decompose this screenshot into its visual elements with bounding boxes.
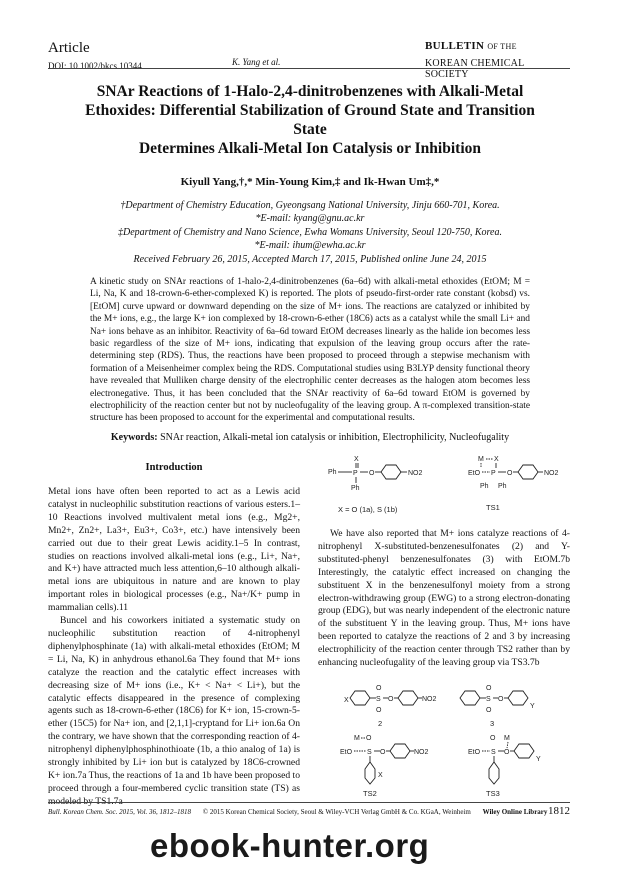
ts3-atom-o-top: O	[490, 735, 496, 742]
c3-atom-y: Y	[530, 703, 535, 710]
label-2: 2	[378, 719, 383, 728]
authors: Kiyull Yang,†,* Min-Young Kim,‡ and Ik-Hwan Um‡,*	[180, 176, 440, 188]
c3-atom-s: S	[486, 696, 491, 703]
title-line3: Determines Alkali-Metal Ion Catalysis or Inhibition	[138, 140, 481, 157]
received-dates: Received February 26, 2015, Accepted March 17, 2015, Published online June 24, 2015	[133, 254, 487, 265]
article-label: Article	[48, 40, 90, 56]
footer-library[interactable]: Wiley Online Library	[482, 808, 548, 816]
label-3: 3	[490, 719, 495, 728]
abstract: A kinetic study on SNAr reactions of 1-halo-2,4-dinitrobenzenes (6a–6d) with alkali-metal ethoxides (EtOM; M = Li, Na, K and 18-crown-6-ether-complexed K) is reported. The plots of pseudo-first-order rate constant (kobsd) vs. [EtOM] curve upward or downward depending on the size of M+ ions. The reactions are catalyzed or inhibited by the M+ ions, e.g., the large K+ ion complexed by 18-crown-6-ether (18C6) acts as a catalyst while the small Li+ and Na+ ions behave as an inhibitor. Reactivity of 6a–6d toward EtOM decreases linearly as the halide ion becomes less basic regardless of the size of M+ ions, indicating that expulsion of the leaving group occurs after the rate-determining step (RDS). Thus, the reactions have been proposed to proceed through a stepwise mechanism with formation of a Meisenheimer complex being the RDS. Computational studies using B3LYP density functional theory have revealed that Mulliken charge density of the electrophilic center decreases as the halogen atom becomes less electronegative. Thus, it has been concluded that the SNAr reactivity of 6a–6d toward EtOM is governed by electrophilicity of the reaction center but not by nucleofugality of the leaving group. A π-complexed transition-state structure has been proposed to account for the experimental and computational results.	[90, 277, 530, 424]
c2-atom-o-bot: O	[376, 707, 382, 714]
benzene-ring	[381, 465, 401, 479]
journal-name	[425, 40, 570, 80]
ts3-ring-a	[489, 762, 499, 784]
intro-paragraph-2: Buncel and his coworkers initiated a systematic study on nucleophilic substitution reaction of 4-nitrophenyl diphenylphosphinate (1a) with alkali-metal ethoxides (EtOM; M = Li, Na, K) in anhydrous ethanol.6a They found that M+ ions catalyze the reaction and the catalytic effect increases with decreasing size of M+ ions (i.e., K+ < Na+ < Li+), but the catalytic effects disappeared in the presence of complexing agents such as 18-crown-6-ether (18C6) for K+ ion, 15-crown-5-ether (15C5) for Na+ ion, and [2,1,1]-cryptand for Li+ ion.6a On the contrary, we have shown that the corresponding reaction of 4-nitrophenyl diphenylphosphinothioate (1b, a thio analog of 1a) is strongly inhibited by Li+ ion but is catalyzed by 18C6-crowned K+ ion.7a Thus, the reactions of 1a and 1b have been proposed to proceed through a four-membered cyclic transition state (TS) as modeled by TS1.7a	[48, 615, 300, 807]
doi[interactable]: DOI: 10.1002/bkcs.10344	[48, 61, 142, 71]
c2-atom-no2: NO2	[422, 696, 437, 703]
ts2-atom-x: X	[378, 772, 383, 779]
ts3-atom-eto: EtO	[468, 749, 481, 756]
email-1[interactable]: *E-mail: kyang@gnu.ac.kr	[255, 213, 365, 224]
c2-ring-b	[398, 691, 418, 705]
scheme-2-structures	[318, 678, 570, 800]
email-2[interactable]: *E-mail: ihum@ewha.ac.kr	[254, 240, 366, 251]
ts1-atom-ph-b: Ph	[498, 483, 507, 490]
ts2-atom-m: M	[354, 735, 360, 742]
journal-of-the: OF THE	[487, 42, 517, 51]
ts1-atom-o: O	[507, 470, 513, 477]
atom-ph-bottom: Ph	[351, 485, 360, 492]
ts2-atom-o-top: O	[366, 735, 372, 742]
c3-atom-o-bot: O	[486, 707, 492, 714]
page-number: 1812	[548, 805, 570, 817]
ts1-atom-ph-a: Ph	[480, 483, 489, 490]
left-column	[48, 486, 300, 809]
c3-atom-o-top: O	[486, 685, 492, 692]
paper-title	[70, 82, 550, 158]
ts1-atom-m: M	[478, 456, 484, 463]
c2-atom-s: S	[376, 696, 381, 703]
running-author: K. Yang et al.	[232, 57, 281, 67]
c2-atom-o-top: O	[376, 685, 382, 692]
atom-x: X	[354, 456, 359, 463]
journal-line2: KOREAN CHEMICAL SOCIETY	[425, 58, 525, 80]
ts1-atom-eto: EtO	[468, 470, 481, 477]
ts3-atom-o: O	[504, 749, 510, 756]
c3-ring-a	[460, 691, 480, 705]
ts1-atom-no2: NO2	[544, 470, 559, 477]
ts2-atom-eto: EtO	[340, 749, 353, 756]
ts3-atom-y: Y	[536, 756, 541, 763]
keywords-text: SNAr reaction, Alkali-metal ion catalysis or inhibition, Electrophilicity, Nucleofugality	[160, 432, 510, 443]
ts3-atom-m: M	[504, 735, 510, 742]
c2-atom-x: X	[344, 697, 349, 704]
footer-copyright: © 2015 Korean Chemical Society, Seoul & Wiley-VCH Verlag GmbH & Co. KGaA, Weinheim	[202, 808, 471, 816]
atom-no2: NO2	[408, 470, 423, 477]
scheme-1-structures	[318, 452, 570, 522]
affiliation-2: ‡Department of Chemistry and Nano Science, Ewha Womans University, Seoul 120-750, Korea.	[118, 227, 502, 238]
ts1-atom-x: X	[494, 456, 499, 463]
label-ts2: TS2	[363, 789, 377, 798]
ts2-atom-o: O	[380, 749, 386, 756]
right-column	[318, 528, 570, 670]
ts2-ring-b	[390, 744, 410, 758]
keywords	[60, 432, 560, 443]
title-line1: SNAr Reactions of 1-Halo-2,4-dinitrobenzenes with Alkali-Metal	[96, 83, 524, 100]
atom-p: P	[353, 470, 358, 477]
introduction-heading: Introduction	[145, 462, 203, 473]
footer-citation: Bull. Korean Chem. Soc. 2015, Vol. 36, 1812–1818	[48, 808, 192, 816]
affiliation-1: †Department of Chemistry Education, Gyeongsang National University, Jinju 660-701, Korea.	[120, 200, 500, 211]
watermark: ebook-hunter.org	[150, 827, 430, 864]
ts2-atom-no2: NO2	[414, 749, 429, 756]
footer	[48, 808, 570, 816]
header-left	[48, 40, 142, 71]
c2-atom-o: O	[388, 696, 394, 703]
ts2-ring-a	[365, 762, 375, 784]
intro-paragraph-3: We have also reported that M+ ions catalyze reactions of 4-nitrophenyl X-substituted-benzenesulfonates (2) and Y-substituted-phenyl benzenesulfonates (3) with EtOM.7b Interestingly, the catalytic effect increased on changing the substituent X in the benzenesulfonyl moiety from a strong electron-withdrawing group (EWG) to a strong electron-donating group (EDG), but was nearly independent of the electronic nature of the substituent Y in the leaving group. Thus, M+ ions have been reported to catalyze the reactions of 2 and 3 by increasing electrophilicity of the reaction center through TS2 rather than by enhancing nucleofugality of the leaving group via TS3.7b	[318, 528, 571, 669]
footer-rule	[48, 802, 570, 803]
ts1-benzene-ring	[518, 465, 538, 479]
keywords-label: Keywords:	[110, 432, 158, 443]
journal-line1: BULLETIN	[425, 40, 485, 52]
header-rule	[48, 68, 570, 69]
ts1-label: TS1	[486, 503, 500, 512]
c2-ring-a	[350, 691, 370, 705]
intro-paragraph-1: Metal ions have often been reported to act as a Lewis acid catalyst in nucleophilic substitution reactions of various esters.1–10 Reactions involved multivalent metal ions (e.g., Mg2+, Mn2+, Zn2+, La3+, Eu3+, Co3+, etc.) have intensively been carried out due to their great Lewis acidity.1–5 In contrast, studies on reactions involved alkali-metal ions (e.g., Li+, Na+, and K+) have attracted much less attention,6–10 although alkali-metal ions are ubiquitous in nature and are known to play important roles in biological processes (e.g., Na+/K+ pump in mammalian cells).11	[48, 486, 300, 614]
atom-ph-left: Ph	[328, 469, 337, 476]
ts3-ring-b	[514, 744, 534, 758]
scheme-1-caption: X = O (1a), S (1b)	[338, 505, 398, 514]
ts2-atom-s: S	[367, 749, 372, 756]
ts3-atom-s: S	[491, 749, 496, 756]
title-line2: Ethoxides: Differential Stabilization of Ground State and Transition State	[85, 102, 535, 138]
label-ts3: TS3	[486, 789, 500, 798]
c3-atom-o: O	[498, 696, 504, 703]
c3-ring-b	[508, 691, 528, 705]
ts1-atom-p: P	[491, 470, 496, 477]
atom-o: O	[369, 470, 375, 477]
